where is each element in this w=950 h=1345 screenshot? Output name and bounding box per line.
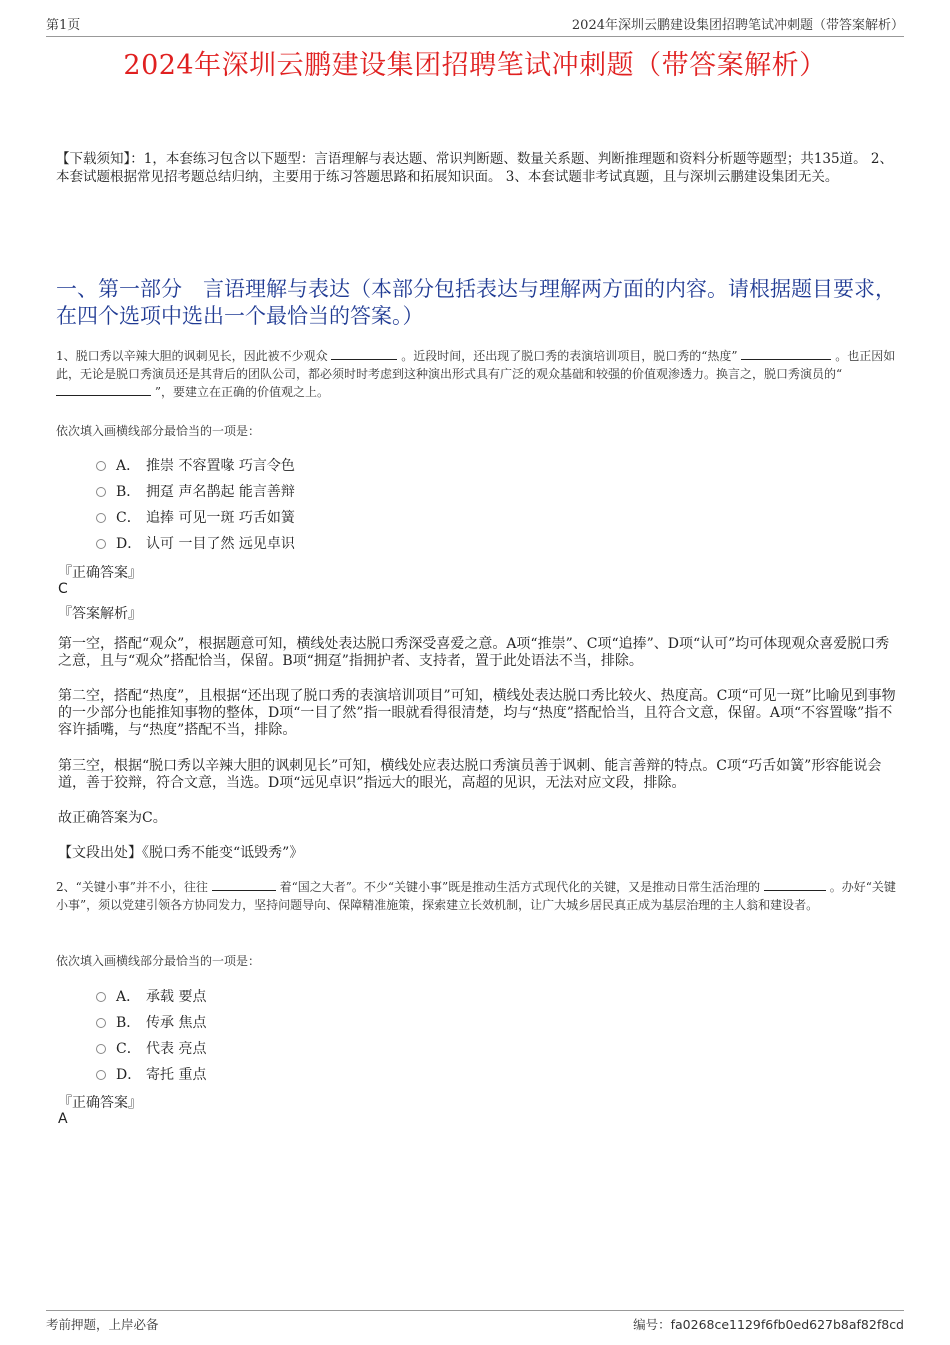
- option-c[interactable]: C． 代表 亮点: [96, 1036, 206, 1062]
- analysis-conclusion: 故正确答案为C。: [58, 810, 167, 826]
- option-c[interactable]: C． 追捧 可见一斑 巧舌如簧: [96, 505, 295, 531]
- analysis-label: 『答案解析』: [58, 606, 142, 622]
- radio-icon[interactable]: [96, 461, 106, 471]
- option-d[interactable]: D． 寄托 重点: [96, 1062, 206, 1088]
- footer-slogan: 考前押题，上岸必备: [46, 1317, 159, 1332]
- answer-value: C: [58, 581, 68, 597]
- option-b[interactable]: B． 拥趸 声名鹊起 能言善辩: [96, 479, 295, 505]
- page-footer: [46, 1310, 904, 1333]
- radio-icon[interactable]: [96, 1044, 106, 1054]
- radio-icon[interactable]: [96, 487, 106, 497]
- option-a[interactable]: A． 推崇 不容置喙 巧言令色: [96, 453, 295, 479]
- document-title: 2024年深圳云鹏建设集团招聘笔试冲刺题（带答案解析）: [123, 50, 827, 81]
- radio-icon[interactable]: [96, 1018, 106, 1028]
- page-header: [46, 14, 904, 37]
- question-2-options: [96, 984, 206, 1088]
- radio-icon[interactable]: [96, 539, 106, 549]
- option-d[interactable]: D． 认可 一目了然 远见卓识: [96, 531, 295, 557]
- analysis-paragraph: 第一空，搭配“观众”，根据题意可知，横线处表达脱口秀深受喜爱之意。A项“推崇”、C项“追捧”、D项“认可”均可体现观众喜爱脱口秀之意，且与“观众”搭配恰当，保留。B项“拥趸”指拥护者、支持者，置于此处语法不当，排除。: [58, 636, 890, 669]
- header-doc-title: 2024年深圳云鹏建设集团招聘笔试冲刺题（带答案解析）: [571, 18, 904, 33]
- option-a[interactable]: A． 承载 要点: [96, 984, 206, 1010]
- analysis-paragraph: 第三空，根据“脱口秀以辛辣大胆的讽刺见长”可知，横线处应表达脱口秀演员善于讽刺、能言善辩的特点。C项“巧舌如簧”形容能说会道，善于狡辩，符合文意，当选。D项“远见卓识”指远大的眼光，高超的见识，无法对应文段，排除。: [58, 758, 882, 791]
- page-number: 第1页: [46, 18, 81, 33]
- option-b[interactable]: B． 传承 焦点: [96, 1010, 206, 1036]
- text-source: 【文段出处】《脱口秀不能变“诋毁秀”》: [58, 845, 304, 861]
- radio-icon[interactable]: [96, 513, 106, 523]
- answer-label: 『正确答案』: [58, 565, 142, 581]
- analysis-paragraph: 第二空，搭配“热度”，且根据“还出现了脱口秀的表演培训项目”可知，横线处表达脱口秀比较火、热度高。C项“可见一斑”比喻见到事物的一少部分也能推知事物的整体，D项“一目了然”指一眼就看得很清楚，均与“热度”搭配恰当，且符合文意，保留。A项“不容置喙”指不容许插嘴，与“热度”搭配不当，排除。: [58, 688, 896, 738]
- question-1-text: 1、脱口秀以辛辣大胆的讽刺见长，因此被不少观众 。近段时间，还出现了脱口秀的表演培训项目，脱口秀的“热度” 。也正因如此，无论是脱口秀演员还是其背后的团队公司，都必须时时考虑到这种演出形式具有广泛的观众基础和较强的价值观渗透力。换言之，脱口秀演员的“ ”，要建立在正确的价值观之上。: [56, 349, 896, 399]
- radio-icon[interactable]: [96, 992, 106, 1002]
- answer-label: 『正确答案』: [58, 1095, 142, 1111]
- question-2-text: 2、“关键小事”并不小，往往 着“国之大者”。不少“关键小事”既是推动生活方式现代化的关键，又是推动日常生活治理的 。办好“关键小事”，须以党建引领各方协同发力，坚持问题导向、保障精准施策，探索建立长效机制，让广大城乡居民真正成为基层治理的主人翁和建设者。: [56, 880, 896, 912]
- section-heading: 一、第一部分 言语理解与表达（本部分包括表达与理解两方面的内容。请根据题目要求，在四个选项中选出一个最恰当的答案。）: [56, 277, 896, 328]
- question-2-prompt: 依次填入画横线部分最恰当的一项是：: [56, 954, 261, 968]
- footer-code: 编号：fa0268ce1129f6fb0ed627b8af82f8cd: [633, 1317, 904, 1332]
- question-1-options: [96, 453, 295, 557]
- answer-value: A: [58, 1111, 68, 1127]
- radio-icon[interactable]: [96, 1070, 106, 1080]
- question-1-prompt: 依次填入画横线部分最恰当的一项是：: [56, 424, 261, 438]
- download-notice: 【下载须知】：1，本套练习包含以下题型：言语理解与表达题、常识判断题、数量关系题、判断推理题和资料分析题等题型；共135道。 2、本套试题根据常见招考题总结归纳，主要用于练习答题思路和拓展知识面。 3、本套试题非考试真题，且与深圳云鹏建设集团无关。: [56, 151, 893, 185]
